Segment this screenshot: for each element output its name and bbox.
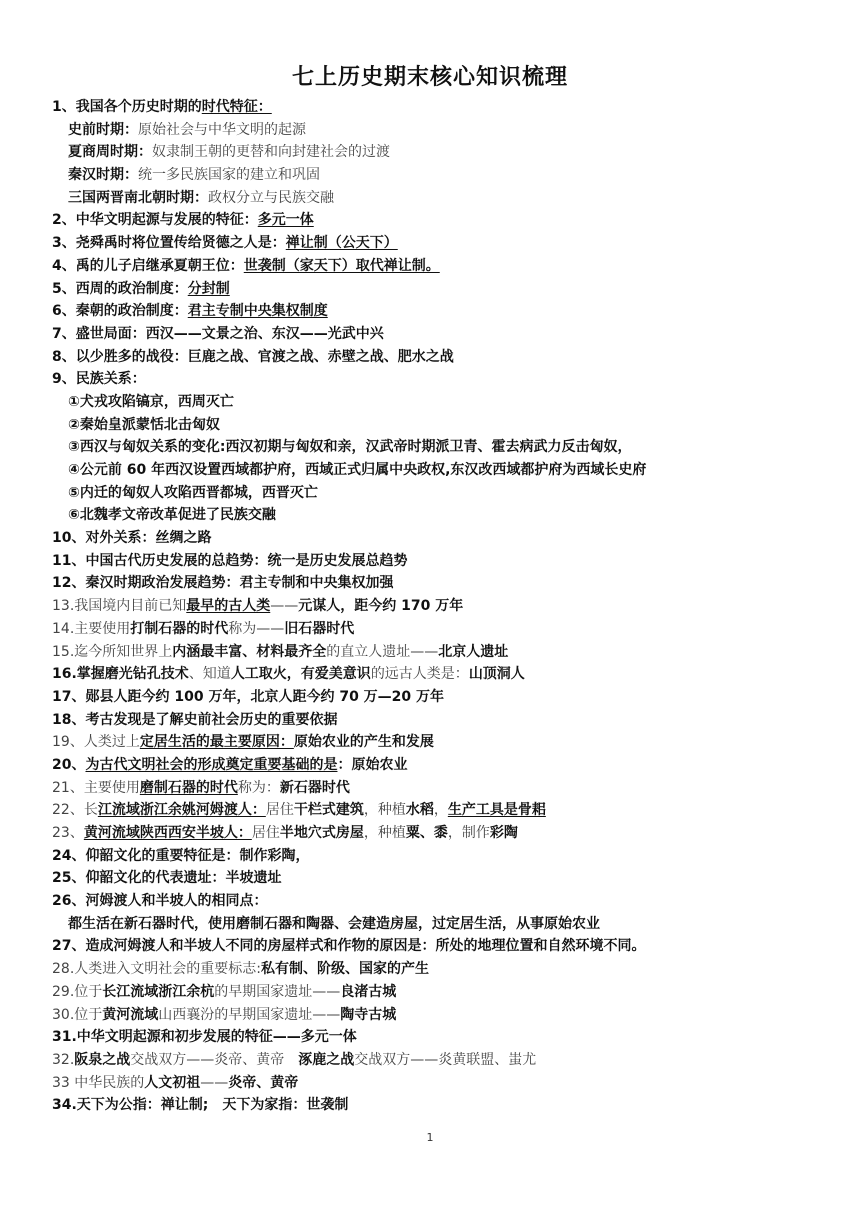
bold-text: 34.天下为公指：禅让制; 天下为家指：世袭制	[52, 1097, 349, 1114]
plain-text: 33 中华民族的	[52, 1074, 145, 1091]
plain-text: 的早期国家遗址——	[214, 983, 341, 1000]
plain-text: 居住	[251, 825, 280, 841]
plain-text: 称为：	[237, 779, 280, 796]
plain-text: 称为——	[228, 620, 285, 637]
knowledge-line	[52, 1049, 842, 1072]
plain-text: 32.	[52, 1051, 75, 1068]
bold-text: 水稻	[405, 802, 434, 819]
knowledge-line	[52, 618, 842, 641]
bold-text: 31.中华文明起源和初步发展的特征——多元一体	[52, 1029, 357, 1046]
knowledge-line	[52, 368, 842, 391]
bold-text: 阪泉之战	[74, 1051, 131, 1068]
underlined-text: 为古代文明社会的形成奠定重要基础的是	[85, 756, 338, 773]
bold-text: 私有制、阶级、国家的产生	[260, 961, 429, 978]
knowledge-line	[52, 232, 842, 255]
knowledge-line	[52, 799, 842, 822]
bold-text: 粟、黍	[405, 825, 448, 841]
plain-text: 14.主要使用	[52, 620, 131, 637]
page-number: 1	[426, 1131, 434, 1144]
knowledge-line	[52, 595, 842, 618]
knowledge-line	[52, 300, 842, 323]
bold-text: 人工取火，有爱美意识	[230, 666, 371, 683]
knowledge-line	[52, 141, 842, 164]
underlined-text: 时代特征：	[201, 99, 272, 115]
bold-text: 良渚古城	[340, 983, 397, 1000]
knowledge-line	[52, 572, 842, 595]
underlined-text: 定居生活的最主要原因：	[139, 734, 294, 751]
plain-text: 、知道	[188, 666, 231, 683]
bold-text: 陶寺古城	[340, 1006, 397, 1023]
bold-text: 史前时期：	[68, 121, 138, 138]
bold-text: 干栏式建筑	[293, 802, 364, 819]
knowledge-line	[52, 663, 842, 686]
bold-text: 山顶洞人	[468, 666, 525, 683]
knowledge-line	[52, 391, 842, 414]
underlined-text: 多元一体	[257, 212, 314, 229]
plain-text: 28.人类进入文明社会的重要标志:	[52, 961, 261, 978]
underlined-text: 江流域浙江余姚河姆渡人：	[97, 802, 266, 819]
knowledge-line	[52, 187, 842, 210]
bold-text: 12、秦汉时期政治发展趋势：君主专制和中央集权加强	[52, 575, 394, 592]
bold-text: 彩陶	[489, 825, 518, 841]
bold-text: 黄河流域	[102, 1006, 159, 1023]
plain-text: 的远古人类是：	[370, 666, 469, 683]
bold-text: 3、尧舜禹时将位置传给贤德之人是：	[52, 235, 286, 252]
bold-text: 24、仰韶文化的重要特征是：制作彩陶，	[52, 847, 310, 864]
knowledge-line	[52, 867, 842, 890]
knowledge-line	[52, 255, 842, 278]
bold-text: ①犬戎攻陷镐京，西周灭亡	[68, 393, 234, 410]
plain-text: ——	[200, 1074, 229, 1091]
plain-text: 23、	[52, 825, 84, 841]
bold-text: 16.掌握磨光钻孔技术	[52, 666, 189, 683]
bold-text: 北京人遗址	[438, 643, 509, 660]
knowledge-line	[52, 958, 842, 981]
bold-text: 内涵最丰富、材料最齐全	[172, 643, 327, 660]
underlined-text: 君主专制中央集权制度	[187, 303, 328, 320]
underlined-text: 黄河流域陕西西安半坡人：	[83, 825, 252, 841]
bold-text: ⑥北魏孝文帝改革促进了民族交融	[68, 507, 276, 524]
bold-text: 旧石器时代	[284, 620, 355, 637]
underlined-text: 世袭制（家天下）取代禅让制。	[243, 257, 440, 274]
knowledge-line	[52, 504, 842, 527]
underlined-text: 禅让制（公天下）	[285, 235, 398, 252]
plain-text: 政权分立与民族交融	[208, 189, 334, 206]
bold-text: ⑤内迁的匈奴人攻陷西晋都城，西晋灭亡	[68, 484, 318, 501]
knowledge-line	[52, 1072, 842, 1095]
knowledge-line	[52, 209, 842, 232]
plain-text: ，制作	[447, 825, 490, 841]
bold-text: 27、造成河姆渡人和半坡人不同的房屋样式和作物的原因是：所处的地理位置和自然环境不同。	[52, 938, 646, 955]
knowledge-line	[52, 278, 842, 301]
underlined-text: 磨制石器的时代	[139, 779, 238, 796]
bold-text: 8、以少胜多的战役：巨鹿之战、官渡之战、赤壁之战、肥水之战	[52, 348, 454, 365]
bold-text: 原始农业的产生和发展	[293, 734, 434, 751]
plain-text: 交战双方——炎帝、黄帝	[130, 1051, 299, 1068]
knowledge-list	[52, 96, 842, 1117]
bold-text: 7、盛世局面：西汉——文景之治、东汉——光武中兴	[52, 325, 384, 342]
knowledge-line	[52, 754, 842, 777]
knowledge-line	[52, 686, 842, 709]
bold-text: 6、秦朝的政治制度：	[52, 303, 188, 320]
knowledge-line	[52, 709, 842, 732]
bold-text: 炎帝、黄帝	[228, 1074, 299, 1091]
knowledge-line	[52, 119, 842, 142]
plain-text: 21、主要使用	[52, 779, 140, 796]
knowledge-line	[52, 641, 842, 664]
bold-text: 20、	[52, 756, 86, 773]
knowledge-line	[52, 459, 842, 482]
knowledge-line	[52, 1004, 842, 1027]
bold-text: 10、对外关系：丝绸之路	[52, 530, 212, 547]
plain-text: 19、人类过上	[52, 734, 140, 751]
knowledge-line	[52, 1094, 842, 1117]
plain-text: 30.位于	[52, 1006, 103, 1023]
underlined-text: 分封制	[187, 280, 230, 297]
knowledge-line	[52, 913, 842, 936]
knowledge-line	[52, 981, 842, 1004]
bold-text: ：原始农业	[337, 756, 408, 773]
plain-text: 山西襄汾的早期国家遗址——	[158, 1006, 341, 1023]
bold-text: 元谋人，距今约 170 万年	[298, 598, 464, 615]
plain-text: 的直立人遗址——	[326, 643, 439, 660]
underlined-text: 生产工具是骨耜	[447, 802, 546, 819]
knowledge-line	[52, 935, 842, 958]
plain-text: 22、长	[52, 802, 98, 819]
bold-text: ④公元前 60 年西汉设置西域都护府，西域正式归属中央政权,东汉改西域都护府为西域长史府	[68, 462, 647, 478]
knowledge-line	[52, 777, 842, 800]
knowledge-line	[52, 346, 842, 369]
knowledge-line	[52, 731, 842, 754]
bold-text: 半地穴式房屋	[279, 825, 364, 841]
bold-text: 11、中国古代历史发展的总趋势：统一是历史发展总趋势	[52, 552, 408, 569]
knowledge-line	[52, 550, 842, 573]
bold-text: 4、禹的儿子启继承夏朝王位：	[52, 257, 244, 274]
plain-text: 29.位于	[52, 983, 103, 1000]
bold-text: 新石器时代	[279, 779, 350, 796]
underlined-text: 最早的古人类	[186, 598, 271, 615]
knowledge-line	[52, 845, 842, 868]
plain-text: 交战双方——炎黄联盟、蚩尤	[354, 1051, 537, 1068]
plain-text: 居住	[265, 802, 294, 819]
plain-text: 15.迄今所知世界上	[52, 643, 173, 660]
knowledge-line	[52, 164, 842, 187]
bold-text: 打制石器的时代	[130, 620, 229, 637]
knowledge-line	[52, 323, 842, 346]
knowledge-line	[52, 1026, 842, 1049]
bold-text: 26、河姆渡人和半坡人的相同点：	[52, 893, 268, 910]
knowledge-line	[52, 822, 842, 845]
knowledge-line	[52, 436, 842, 459]
knowledge-line	[52, 527, 842, 550]
bold-text: 1、我国各个历史时期的	[52, 99, 202, 115]
plain-text: ——	[270, 598, 299, 615]
plain-text: 13.我国境内目前已知	[52, 598, 187, 615]
bold-text: 5、西周的政治制度：	[52, 280, 188, 297]
bold-text: 长江流域浙江余杭	[102, 983, 215, 1000]
document-title: 七上历史期末核心知识梳理	[291, 65, 568, 90]
plain-text: ，种植	[363, 802, 406, 819]
bold-text: 9、民族关系：	[52, 371, 146, 388]
knowledge-line	[52, 890, 842, 913]
bold-text: 三国两晋南北朝时期：	[68, 189, 208, 206]
bold-text: 都生活在新石器时代，使用磨制石器和陶器、会建造房屋，过定居生活，从事原始农业	[68, 915, 600, 932]
bold-text: ③西汉与匈奴关系的变化:西汉初期与匈奴和亲，汉武帝时期派卫青、霍去病武力反击匈奴，	[68, 439, 632, 456]
bold-text: 25、仰韶文化的代表遗址：半坡遗址	[52, 870, 282, 887]
knowledge-line	[52, 414, 842, 437]
bold-text: 夏商周时期：	[68, 144, 152, 161]
bold-text: 涿鹿之战	[298, 1051, 355, 1068]
plain-text: ，	[433, 802, 448, 819]
plain-text: 奴隶制王朝的更替和向封建社会的过渡	[152, 144, 390, 161]
bold-text: ②秦始皇派蒙恬北击匈奴	[68, 416, 220, 433]
bold-text: 秦汉时期：	[68, 167, 138, 184]
plain-text: 统一多民族国家的建立和巩固	[138, 167, 320, 184]
bold-text: 人文初祖	[144, 1074, 201, 1091]
bold-text: 17、郧县人距今约 100 万年，北京人距今约 70 万—20 万年	[52, 688, 445, 705]
knowledge-line	[52, 482, 842, 505]
plain-text: 原始社会与中华文明的起源	[138, 121, 306, 138]
bold-text: 2、中华文明起源与发展的特征：	[52, 212, 258, 229]
knowledge-line	[52, 96, 842, 119]
plain-text: ，种植	[363, 825, 406, 841]
bold-text: 18、考古发现是了解史前社会历史的重要依据	[52, 711, 338, 728]
